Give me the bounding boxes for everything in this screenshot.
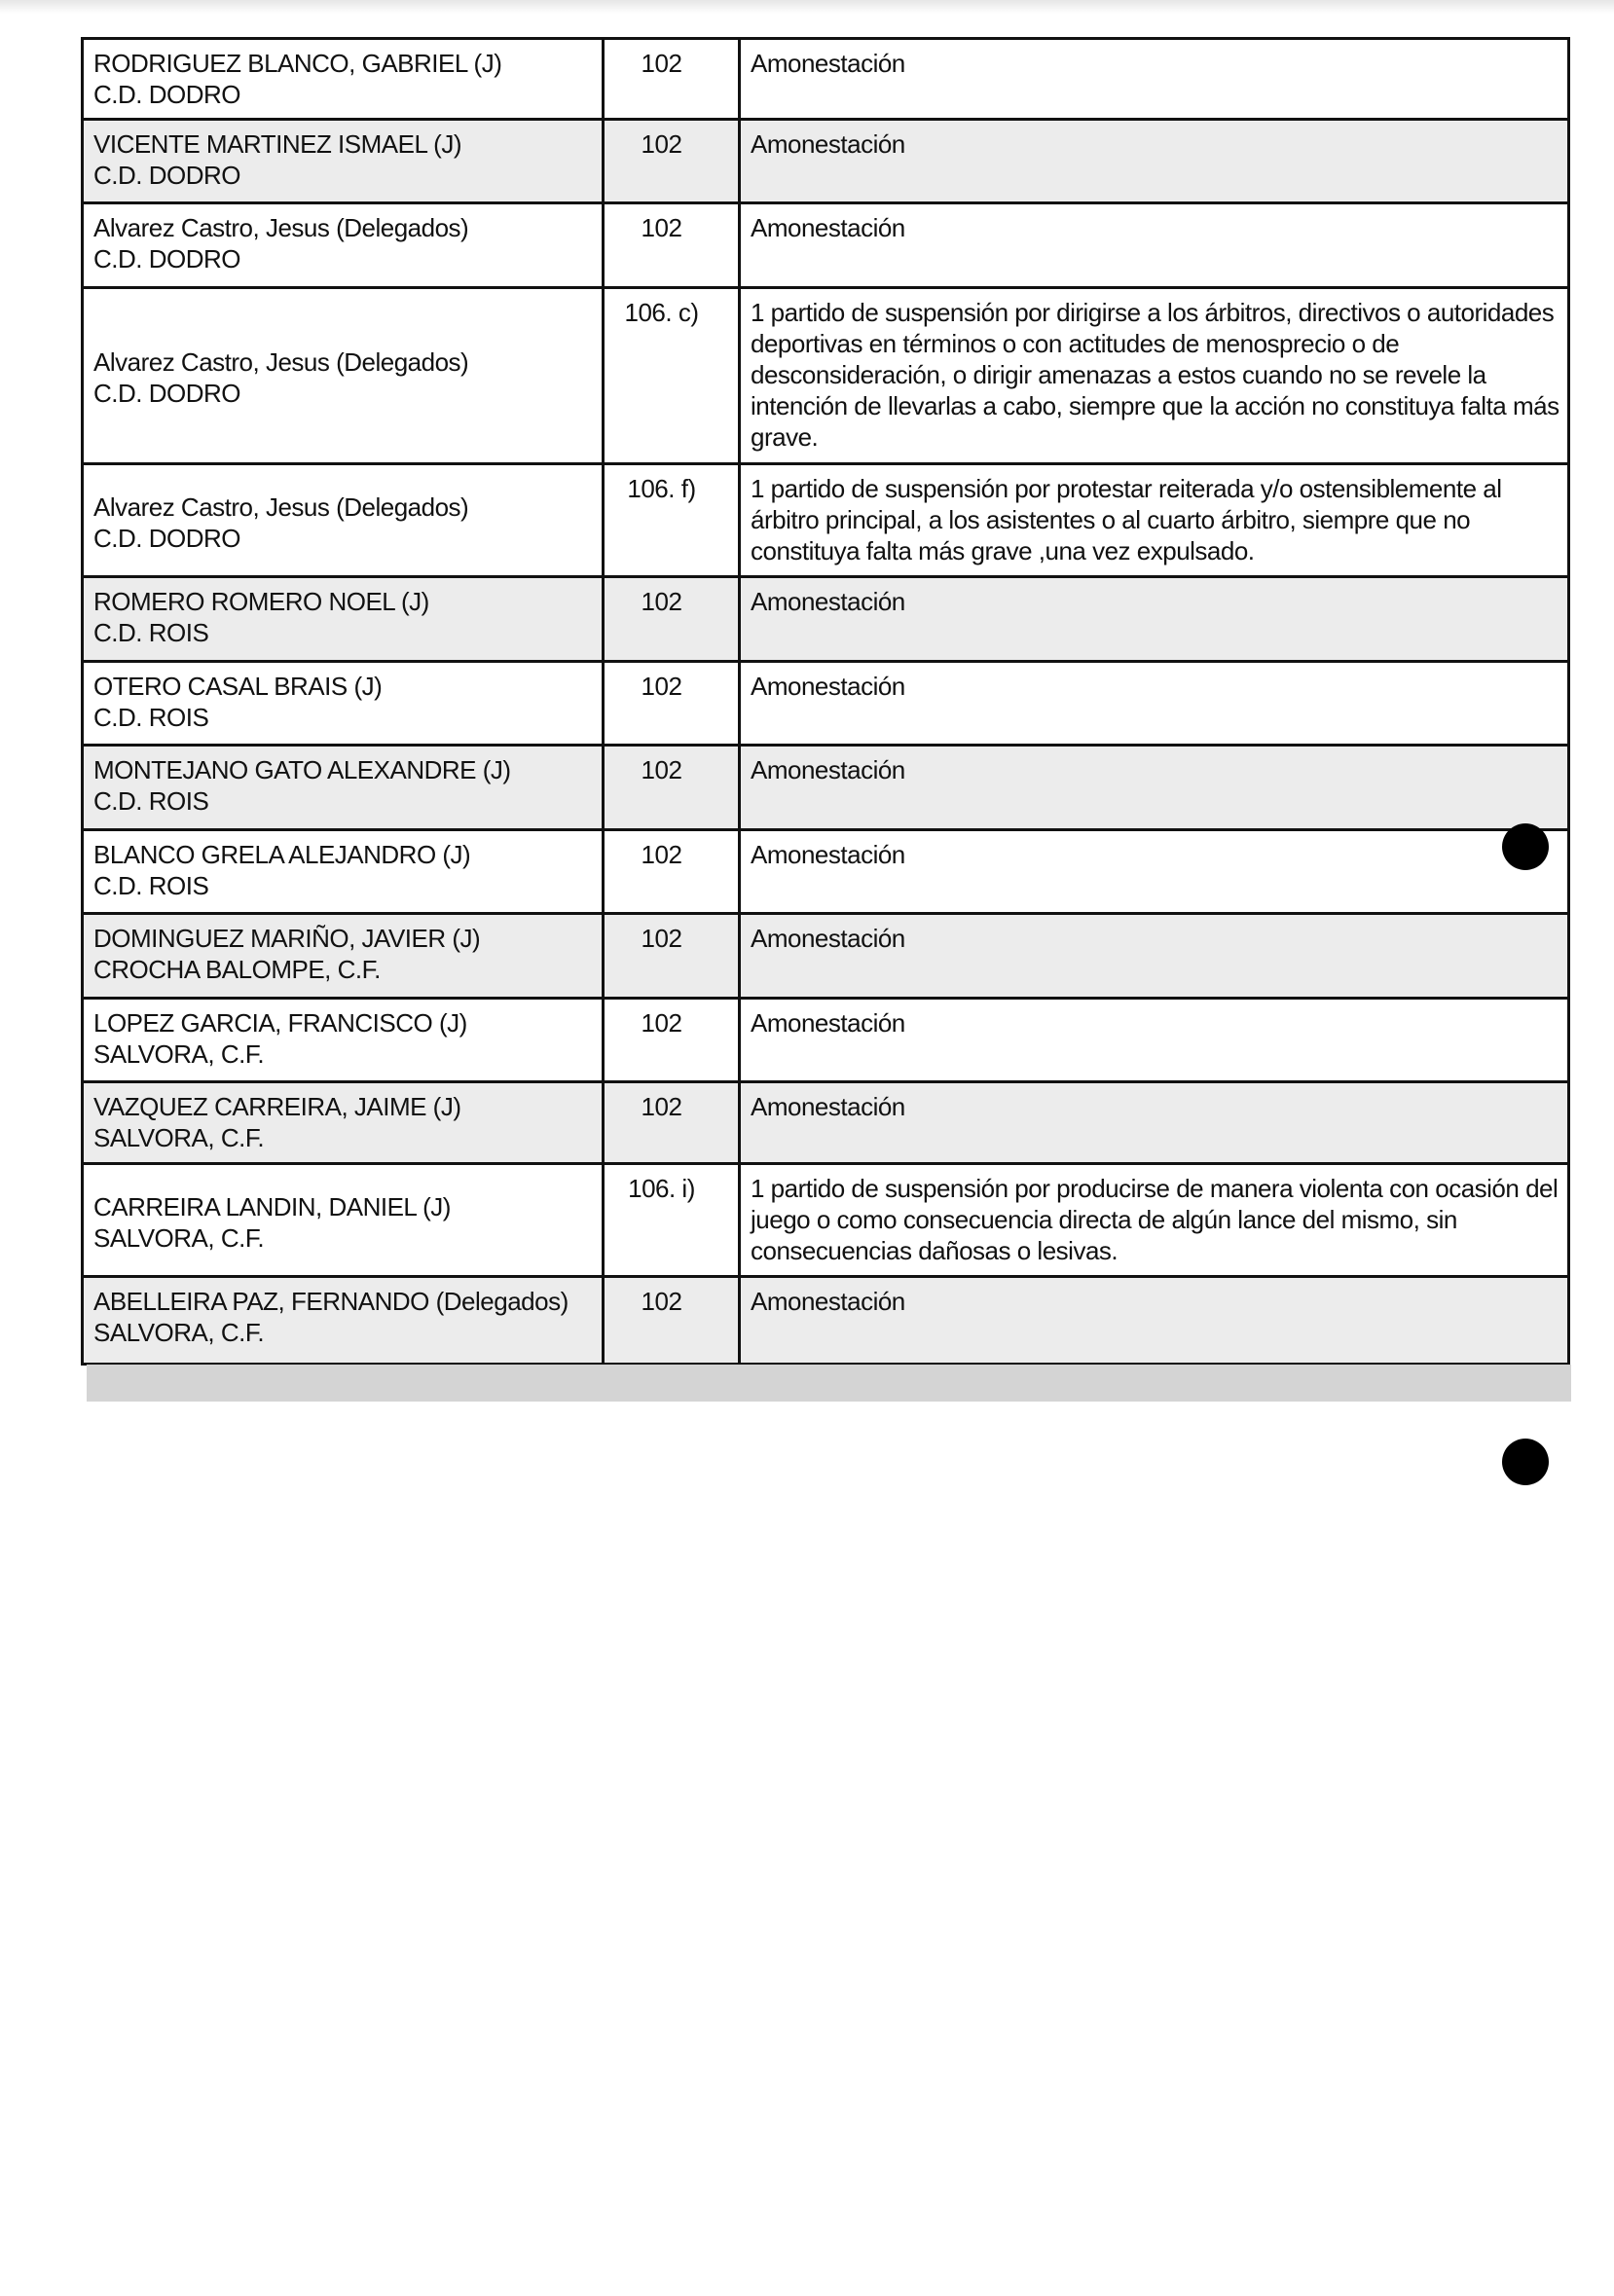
sanction-cell: Amonestación xyxy=(740,1082,1569,1164)
article-cell: 102 xyxy=(604,999,740,1082)
club-name: C.D. DODRO xyxy=(93,523,240,553)
sanction-cell: Amonestación xyxy=(740,662,1569,746)
club-name: C.D. ROIS xyxy=(93,703,209,732)
table-row xyxy=(83,577,1569,662)
person-cell xyxy=(83,1082,604,1164)
person-name: ABELLEIRA PAZ, FERNANDO (Delegados) xyxy=(93,1287,569,1316)
sanction-cell: Amonestación xyxy=(740,914,1569,999)
punch-hole xyxy=(1502,1439,1549,1485)
person-cell xyxy=(83,999,604,1082)
person-cell xyxy=(83,120,604,203)
person-cell xyxy=(83,203,604,288)
table-row xyxy=(83,120,1569,203)
club-name: C.D. ROIS xyxy=(93,618,209,647)
club-name: C.D. DODRO xyxy=(93,244,240,273)
club-name: SALVORA, C.F. xyxy=(93,1039,265,1069)
person-name: BLANCO GRELA ALEJANDRO (J) xyxy=(93,840,471,869)
sanction-cell: Amonestación xyxy=(740,999,1569,1082)
sanction-cell: 1 partido de suspensión por protestar reiterada y/o ostensiblemente al árbitro principal, a los asistentes o al cuarto árbitro, siempre que no constituya falta más grave ,una vez expulsado. xyxy=(740,464,1569,577)
person-name: CARREIRA LANDIN, DANIEL (J) xyxy=(93,1191,451,1221)
club-name: C.D. DODRO xyxy=(93,379,240,408)
person-cell xyxy=(83,830,604,914)
sanction-cell: Amonestación xyxy=(740,746,1569,830)
person-cell xyxy=(83,1164,604,1277)
sanction-cell: Amonestación xyxy=(740,830,1569,914)
table-row xyxy=(83,288,1569,464)
article-cell: 102 xyxy=(604,577,740,662)
person-name: VAZQUEZ CARREIRA, JAIME (J) xyxy=(93,1092,461,1121)
club-name: C.D. DODRO xyxy=(93,80,240,109)
person-cell xyxy=(83,746,604,830)
club-name: CROCHA BALOMPE, C.F. xyxy=(93,955,381,984)
table-row xyxy=(83,830,1569,914)
table-row xyxy=(83,914,1569,999)
table-row xyxy=(83,464,1569,577)
person-name: LOPEZ GARCIA, FRANCISCO (J) xyxy=(93,1008,467,1038)
person-cell xyxy=(83,577,604,662)
person-name: Alvarez Castro, Jesus (Delegados) xyxy=(93,347,469,377)
table-row xyxy=(83,203,1569,288)
club-name: C.D. DODRO xyxy=(93,161,240,190)
table-row xyxy=(83,999,1569,1082)
article-cell: 102 xyxy=(604,914,740,999)
club-name: SALVORA, C.F. xyxy=(93,1318,265,1347)
article-cell: 102 xyxy=(604,1082,740,1164)
sanction-cell: Amonestación xyxy=(740,203,1569,288)
person-cell xyxy=(83,39,604,120)
article-cell: 102 xyxy=(604,830,740,914)
article-cell: 106. c) xyxy=(604,288,740,464)
person-cell xyxy=(83,662,604,746)
person-name: MONTEJANO GATO ALEXANDRE (J) xyxy=(93,755,511,784)
scan-edge xyxy=(0,0,1614,14)
person-name: RODRIGUEZ BLANCO, GABRIEL (J) xyxy=(93,49,502,78)
table-row xyxy=(83,1277,1569,1365)
sanction-cell: 1 partido de suspensión por producirse de manera violenta con ocasión del juego o como consecuencia directa de algún lance del mismo, sin consecuencias dañosas o lesivas. xyxy=(740,1164,1569,1277)
sanction-cell: Amonestación xyxy=(740,577,1569,662)
person-cell xyxy=(83,464,604,577)
sanction-cell: Amonestación xyxy=(740,120,1569,203)
table-row xyxy=(83,662,1569,746)
table-row xyxy=(83,39,1569,120)
sanction-cell: Amonestación xyxy=(740,39,1569,120)
article-cell: 102 xyxy=(604,203,740,288)
person-name: OTERO CASAL BRAIS (J) xyxy=(93,672,383,701)
punch-hole xyxy=(1502,823,1549,870)
article-cell: 102 xyxy=(604,746,740,830)
club-name: SALVORA, C.F. xyxy=(93,1123,265,1152)
club-name: C.D. ROIS xyxy=(93,871,209,900)
person-name: DOMINGUEZ MARIÑO, JAVIER (J) xyxy=(93,924,481,953)
article-cell: 106. i) xyxy=(604,1164,740,1277)
article-cell: 102 xyxy=(604,39,740,120)
person-name: Alvarez Castro, Jesus (Delegados) xyxy=(93,213,469,242)
sanctions-table xyxy=(81,37,1570,1366)
person-cell xyxy=(83,1277,604,1365)
person-cell xyxy=(83,288,604,464)
table-footer-band xyxy=(87,1365,1571,1402)
person-name: VICENTE MARTINEZ ISMAEL (J) xyxy=(93,129,461,159)
club-name: C.D. ROIS xyxy=(93,786,209,816)
article-cell: 102 xyxy=(604,120,740,203)
person-name: ROMERO ROMERO NOEL (J) xyxy=(93,587,429,616)
club-name: SALVORA, C.F. xyxy=(93,1222,265,1253)
person-name: Alvarez Castro, Jesus (Delegados) xyxy=(93,492,469,522)
table-row xyxy=(83,1082,1569,1164)
table-row xyxy=(83,1164,1569,1277)
sanction-cell: 1 partido de suspensión por dirigirse a los árbitros, directivos o autoridades deportivas en términos o con actitudes de menosprecio o de desconsideración, o dirigir amenazas a estos cuando no se revele la intención de llevarlas a cabo, siempre que la acción no constituya falta más grave. xyxy=(740,288,1569,464)
article-cell: 102 xyxy=(604,1277,740,1365)
sanction-cell: Amonestación xyxy=(740,1277,1569,1365)
table-row xyxy=(83,746,1569,830)
article-cell: 102 xyxy=(604,662,740,746)
article-cell: 106. f) xyxy=(604,464,740,577)
person-cell xyxy=(83,914,604,999)
